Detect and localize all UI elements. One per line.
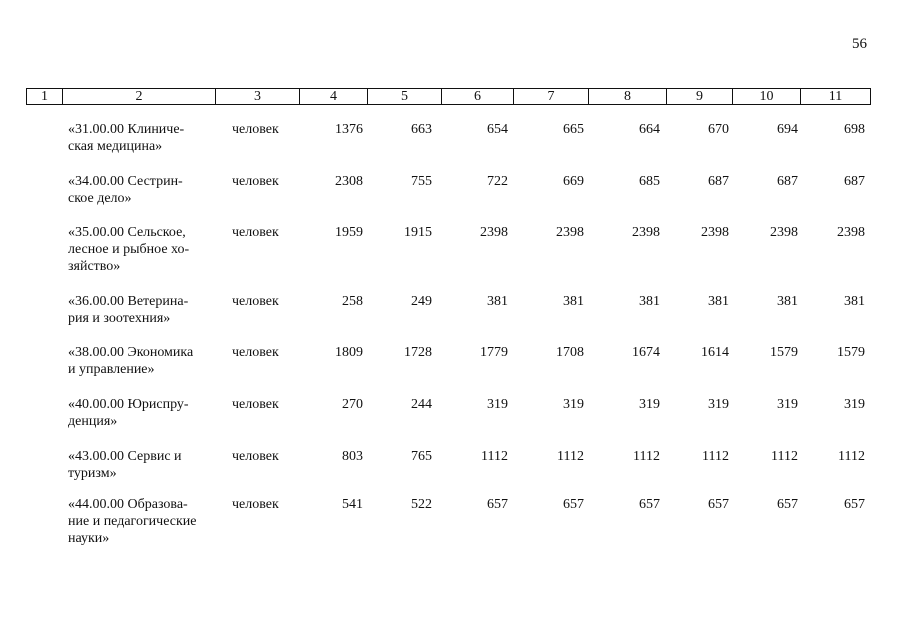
value-col-5: 522 <box>411 497 432 512</box>
value-col-10: 319 <box>777 397 798 412</box>
value-col-10: 1579 <box>770 345 798 360</box>
specialty-name-line: лесное и рыбное хо- <box>68 242 190 257</box>
value-col-11: 381 <box>844 294 865 309</box>
value-col-11: 687 <box>844 174 865 189</box>
value-col-8: 381 <box>639 294 660 309</box>
value-col-6: 657 <box>487 497 508 512</box>
specialty-name-line: «34.00.00 Сестрин- <box>68 174 183 189</box>
value-col-11: 657 <box>844 497 865 512</box>
value-col-9: 2398 <box>701 225 729 240</box>
value-col-6: 1112 <box>481 449 508 464</box>
unit-of-measure: человек <box>232 294 279 309</box>
specialty-name-line: зяйство» <box>68 259 121 274</box>
specialty-name <box>68 344 211 378</box>
value-col-8: 1674 <box>632 345 660 360</box>
column-number-11: 11 <box>801 89 871 105</box>
specialty-name-line: «38.00.00 Экономика <box>68 345 194 360</box>
value-col-11: 319 <box>844 397 865 412</box>
column-number-4: 4 <box>300 89 368 105</box>
column-number-1: 1 <box>27 89 63 105</box>
specialty-name-line: рия и зоотехния» <box>68 311 171 326</box>
value-col-6: 381 <box>487 294 508 309</box>
column-number-8: 8 <box>589 89 667 105</box>
specialty-name-line: ние и педагогические <box>68 514 197 529</box>
value-col-7: 2398 <box>556 225 584 240</box>
value-col-10: 2398 <box>770 225 798 240</box>
specialty-name <box>68 396 211 430</box>
specialty-name-line: «36.00.00 Ветерина- <box>68 294 189 309</box>
specialty-name <box>68 496 211 547</box>
specialty-name-line: и управление» <box>68 362 155 377</box>
value-col-9: 1112 <box>702 449 729 464</box>
column-number-6: 6 <box>442 89 514 105</box>
value-col-9: 381 <box>708 294 729 309</box>
specialty-name-line: туризм» <box>68 466 117 481</box>
value-col-5: 755 <box>411 174 432 189</box>
value-col-5: 765 <box>411 449 432 464</box>
specialty-name <box>68 224 211 275</box>
unit-of-measure: человек <box>232 345 279 360</box>
value-col-8: 1112 <box>633 449 660 464</box>
unit-of-measure: человек <box>232 174 279 189</box>
specialty-name-line: «44.00.00 Образова- <box>68 497 188 512</box>
value-col-9: 670 <box>708 122 729 137</box>
value-col-6: 722 <box>487 174 508 189</box>
column-number-2: 2 <box>63 89 216 105</box>
value-col-8: 657 <box>639 497 660 512</box>
value-col-7: 319 <box>563 397 584 412</box>
value-col-9: 687 <box>708 174 729 189</box>
value-col-5: 244 <box>411 397 432 412</box>
value-col-4: 541 <box>342 497 363 512</box>
value-col-4: 1809 <box>335 345 363 360</box>
specialty-name <box>68 293 211 327</box>
value-col-4: 1959 <box>335 225 363 240</box>
value-col-6: 654 <box>487 122 508 137</box>
value-col-6: 319 <box>487 397 508 412</box>
value-col-11: 698 <box>844 122 865 137</box>
specialty-name-line: науки» <box>68 531 110 546</box>
value-col-4: 270 <box>342 397 363 412</box>
specialty-name <box>68 448 211 482</box>
specialty-name-line: «35.00.00 Сельское, <box>68 225 186 240</box>
unit-of-measure: человек <box>232 225 279 240</box>
value-col-4: 1376 <box>335 122 363 137</box>
value-col-9: 1614 <box>701 345 729 360</box>
value-col-11: 2398 <box>837 225 865 240</box>
value-col-11: 1579 <box>837 345 865 360</box>
value-col-8: 319 <box>639 397 660 412</box>
column-number-header <box>26 88 871 105</box>
value-col-9: 319 <box>708 397 729 412</box>
specialty-name-line: денция» <box>68 414 118 429</box>
specialty-name-line: «43.00.00 Сервис и <box>68 449 182 464</box>
specialty-name-line: «31.00.00 Клиниче- <box>68 122 185 137</box>
specialty-name-line: ское дело» <box>68 191 132 206</box>
value-col-7: 381 <box>563 294 584 309</box>
value-col-5: 1728 <box>404 345 432 360</box>
unit-of-measure: человек <box>232 397 279 412</box>
value-col-7: 1708 <box>556 345 584 360</box>
value-col-7: 669 <box>563 174 584 189</box>
column-number-3: 3 <box>216 89 300 105</box>
column-number-9: 9 <box>667 89 733 105</box>
specialty-name-line: ская медицина» <box>68 139 163 154</box>
unit-of-measure: человек <box>232 497 279 512</box>
value-col-8: 2398 <box>632 225 660 240</box>
value-col-9: 657 <box>708 497 729 512</box>
column-number-5: 5 <box>368 89 442 105</box>
specialty-name <box>68 173 211 207</box>
value-col-6: 1779 <box>480 345 508 360</box>
value-col-7: 1112 <box>557 449 584 464</box>
value-col-8: 664 <box>639 122 660 137</box>
value-col-8: 685 <box>639 174 660 189</box>
specialty-name-line: «40.00.00 Юриспру- <box>68 397 189 412</box>
value-col-10: 657 <box>777 497 798 512</box>
value-col-6: 2398 <box>480 225 508 240</box>
unit-of-measure: человек <box>232 449 279 464</box>
page-number: 56 <box>852 36 867 52</box>
value-col-4: 2308 <box>335 174 363 189</box>
column-number-10: 10 <box>733 89 801 105</box>
specialty-name <box>68 121 211 155</box>
value-col-10: 1112 <box>771 449 798 464</box>
value-col-5: 249 <box>411 294 432 309</box>
value-col-10: 687 <box>777 174 798 189</box>
value-col-10: 381 <box>777 294 798 309</box>
value-col-4: 258 <box>342 294 363 309</box>
value-col-4: 803 <box>342 449 363 464</box>
value-col-5: 1915 <box>404 225 432 240</box>
value-col-10: 694 <box>777 122 798 137</box>
value-col-7: 657 <box>563 497 584 512</box>
value-col-7: 665 <box>563 122 584 137</box>
unit-of-measure: человек <box>232 122 279 137</box>
value-col-11: 1112 <box>838 449 865 464</box>
column-number-7: 7 <box>514 89 589 105</box>
value-col-5: 663 <box>411 122 432 137</box>
